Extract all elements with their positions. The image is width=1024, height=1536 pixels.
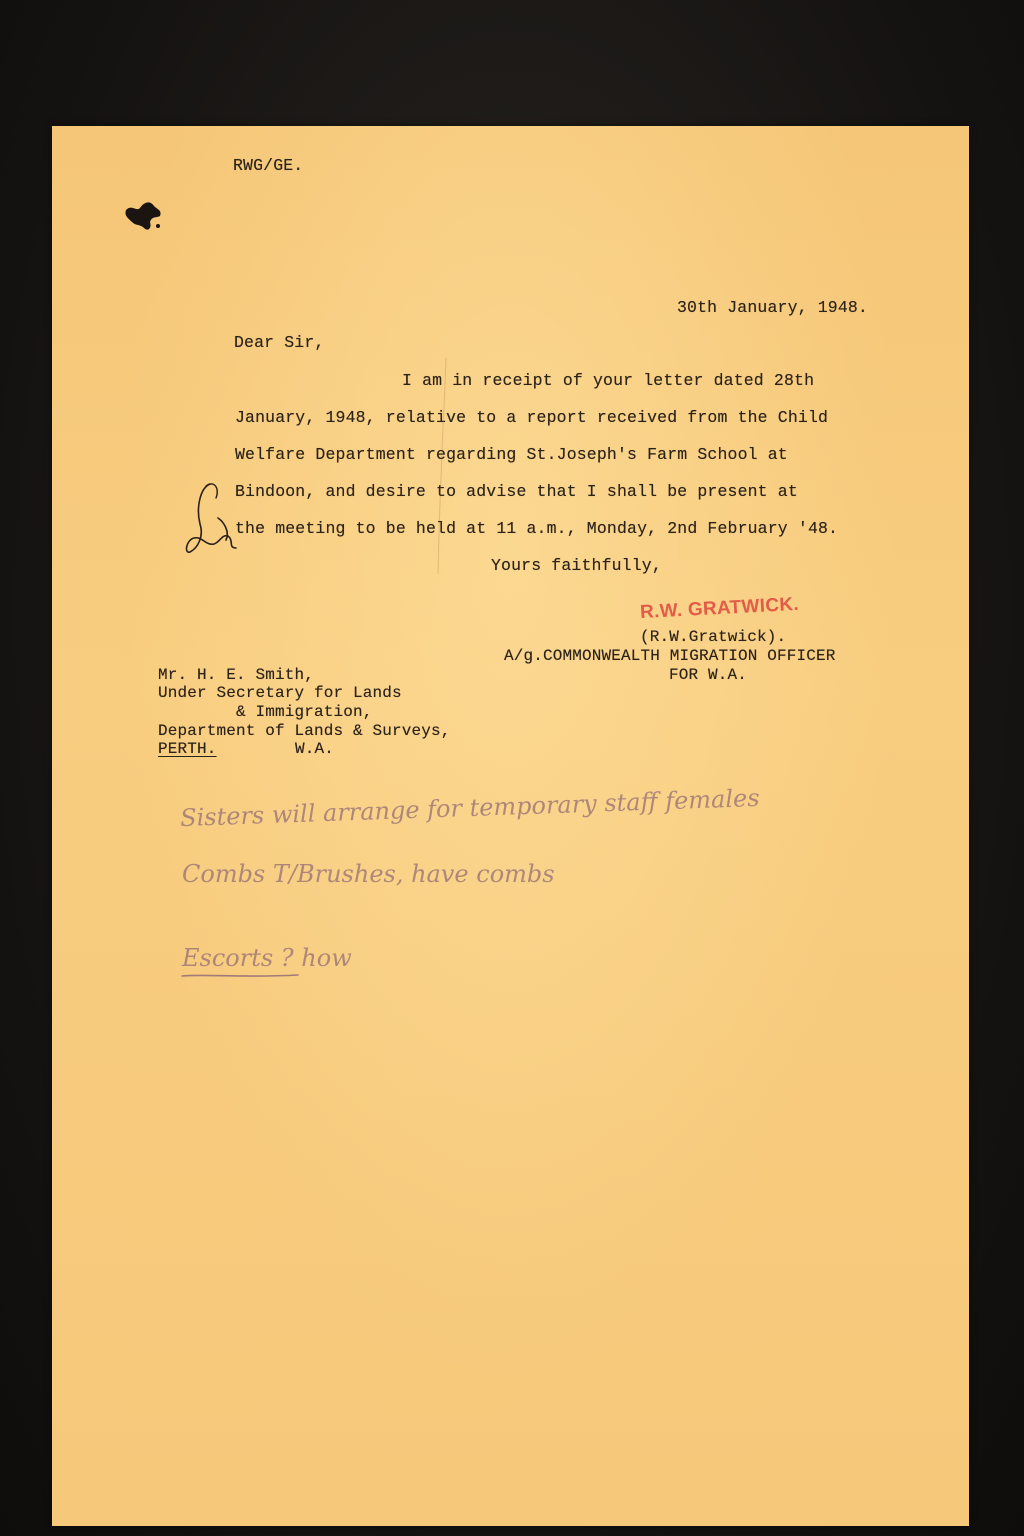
addressee-line-2: Under Secretary for Lands <box>158 684 402 702</box>
salutation: Dear Sir, <box>234 333 325 352</box>
addressee-line-1: Mr. H. E. Smith, <box>158 666 315 684</box>
signatory-title: A/g.COMMONWEALTH MIGRATION OFFICER <box>504 647 836 665</box>
ink-blot-icon <box>122 196 166 236</box>
addressee-line-3: & Immigration, <box>236 703 373 721</box>
signature-stamp: R.W. GRATWICK. <box>639 593 800 624</box>
body-line-4: Bindoon, and desire to advise that I shall be present at <box>235 482 798 501</box>
body-line-1: I am in receipt of your letter dated 28th <box>402 371 815 390</box>
addressee-state: W.A. <box>295 740 335 758</box>
pencil-note-2: Combs T/Brushes, have combs <box>182 860 555 888</box>
pencil-note-1: Sisters will arrange for temporary staff females <box>179 783 760 833</box>
pencil-note-3: Escorts ? how <box>182 944 352 972</box>
letter-page <box>52 126 969 1526</box>
closing: Yours faithfully, <box>491 556 662 575</box>
paper-crease <box>432 356 452 576</box>
letter-date: 30th January, 1948. <box>677 298 868 317</box>
reference-code: RWG/GE. <box>233 156 304 175</box>
pencil-underline-icon <box>180 970 300 984</box>
signatory-name: (R.W.Gratwick). <box>640 628 787 646</box>
signatory-region: FOR W.A. <box>669 666 748 684</box>
body-line-3: Welfare Department regarding St.Joseph's Farm School at <box>235 445 788 464</box>
addressee-city: PERTH. <box>158 740 217 758</box>
margin-initials-icon <box>180 478 242 566</box>
addressee-line-4: Department of Lands & Surveys, <box>158 722 451 740</box>
body-line-5: the meeting to be held at 11 a.m., Monday, 2nd February '48. <box>235 519 839 538</box>
body-line-2: January, 1948, relative to a report received from the Child <box>235 408 829 427</box>
